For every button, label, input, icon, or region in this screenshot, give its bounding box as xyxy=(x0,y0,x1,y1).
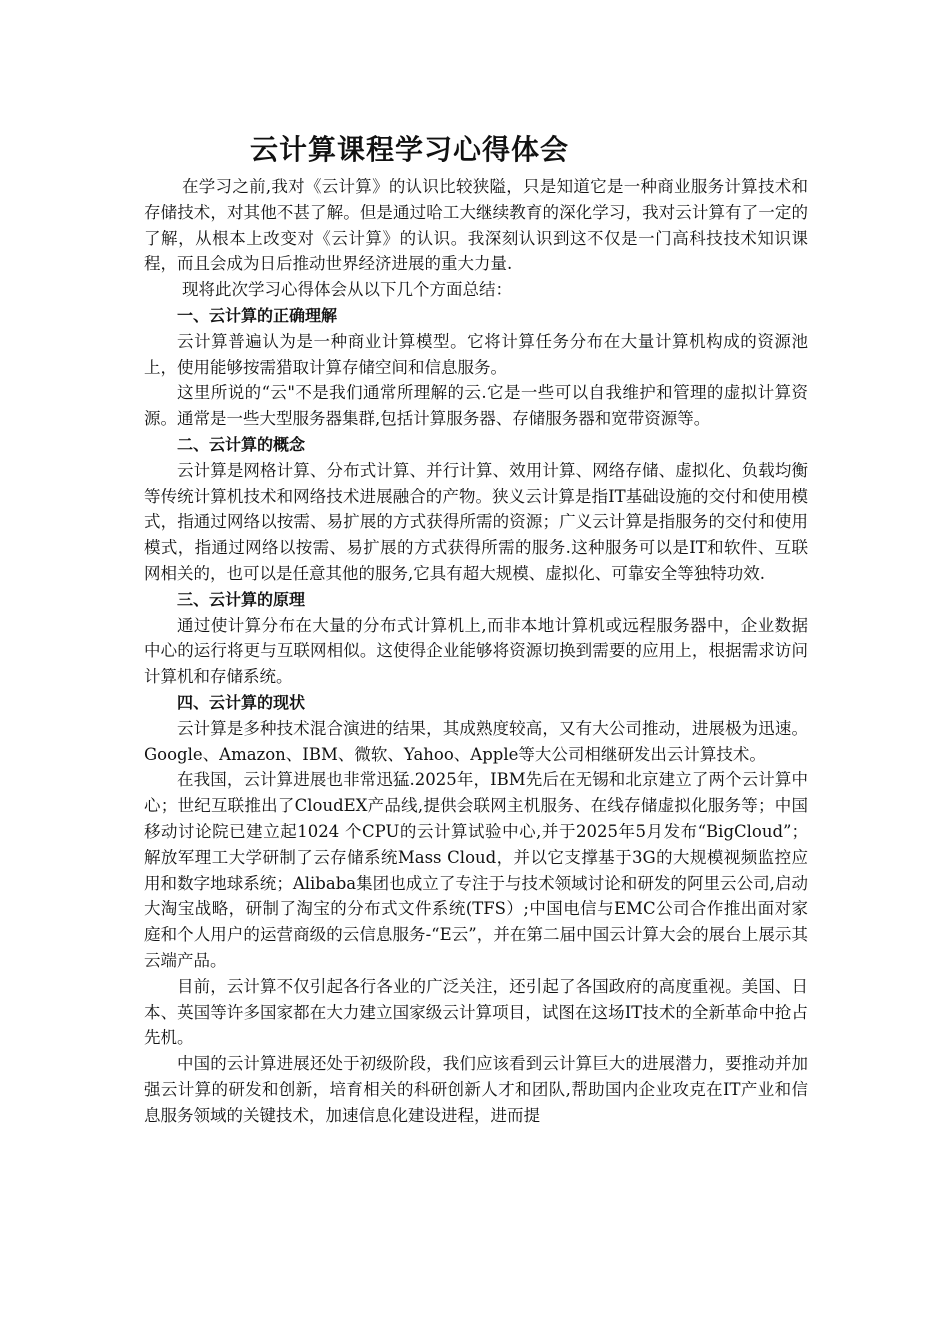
document-title: 云计算课程学习心得体会 xyxy=(250,133,570,166)
intro-paragraph: 在学习之前,我对《云计算》的认识比较狭隘，只是知道它是一种商业服务计算技术和存储技术，对其他不甚了解。但是通过哈工大继续教育的深化学习，我对云计算有了一定的了解，从根本上改变对《云计算》的认识。我深刻认识到这不仅是一门高科技技术知识课程，而且会成为日后推动世界经济进展的重大力量. xyxy=(144,177,808,274)
section-1-paragraph-1: 云计算普遍认为是一种商业计算模型。它将计算任务分布在大量计算机构成的资源池上，使用能够按需猎取计算存储空间和信息服务。 xyxy=(144,331,808,377)
section-2-paragraph-1: 云计算是网格计算、分布式计算、并行计算、效用计算、网络存储、虚拟化、负载均衡等传统计算机技术和网络技术进展融合的产物。狭义云计算是指IT基础设施的交付和使用模式，指通过网络以按需、易扩展的方式获得所需的资源；广义云计算是指服务的交付和使用模式，指通过网络以按需、易扩展的方式获得所需的服务.这种服务可以是IT和软件、互联网相关的，也可以是任意其他的服务,它具有超大规模、虚拟化、可靠安全等独特功效. xyxy=(144,460,808,583)
section-4-paragraph-4: 中国的云计算进展还处于初级阶段，我们应该看到云计算巨大的进展潜力，要推动并加强云计算的研发和创新，培育相关的科研创新人才和团队,帮助国内企业攻克在IT产业和信息服务领域的关键技术，加速信息化建设进程，进而提 xyxy=(144,1054,808,1125)
section-4-paragraph-1: 云计算是多种技术混合演进的结果，其成熟度较高，又有大公司推动，进展极为迅速。Google、Amazon、IBM、微软、Yahoo、Apple等大公司相继研发出云计算技术。 xyxy=(144,718,808,764)
section-heading-3: 三、云计算的原理 xyxy=(177,589,306,609)
document-body xyxy=(144,174,808,1128)
section-3-paragraph-1: 通过使计算分布在大量的分布式计算机上,而非本地计算机或远程服务器中，企业数据中心的运行将更与互联网相似。这使得企业能够将资源切换到需要的应用上，根据需求访问计算机和存储系统。 xyxy=(144,615,808,687)
section-4-paragraph-2: 在我国，云计算进展也非常迅猛.2025年，IBM先后在无锡和北京建立了两个云计算中心；世纪互联推出了CloudEX产品线,提供会联网主机服务、在线存储虚拟化服务等；中国移动讨论院已建立起1024 个CPU的云计算试验中心,并于2025年5月发布“BigCloud”；解放军理工大学研制了云存储系统Mass Cloud，并以它支撑基于3G的大规模视频监控应用和数字地球系统；Alibaba集团也成立了专注于与技术领域讨论和研发的阿里云公司,启动大淘宝战略，研制了淘宝的分布式文件系统(TFS）;中国电信与EMC公司合作推出面对家庭和个人用户的运营商级的云信息服务-“E云”，并在第二届中国云计算大会的展台上展示其云端产品。 xyxy=(144,770,808,970)
section-heading-1: 一、云计算的正确理解 xyxy=(177,305,338,325)
section-1-paragraph-2: 这里所说的“云"不是我们通常所理解的云.它是一些可以自我维护和管理的虚拟计算资源。通常是一些大型服务器集群,包括计算服务器、存储服务器和宽带资源等。 xyxy=(144,383,808,429)
section-4-paragraph-3: 目前，云计算不仅引起各行各业的广泛关注，还引起了各国政府的高度重视。美国、日本、英国等许多国家都在大力建立国家级云计算项目，试图在这场IT技术的全新革命中抢占先机。 xyxy=(144,976,808,1048)
section-heading-4: 四、云计算的现状 xyxy=(177,692,306,712)
section-heading-2: 二、云计算的概念 xyxy=(177,434,306,454)
summary-lead-paragraph: 现将此次学习心得体会从以下几个方面总结： xyxy=(182,280,512,300)
